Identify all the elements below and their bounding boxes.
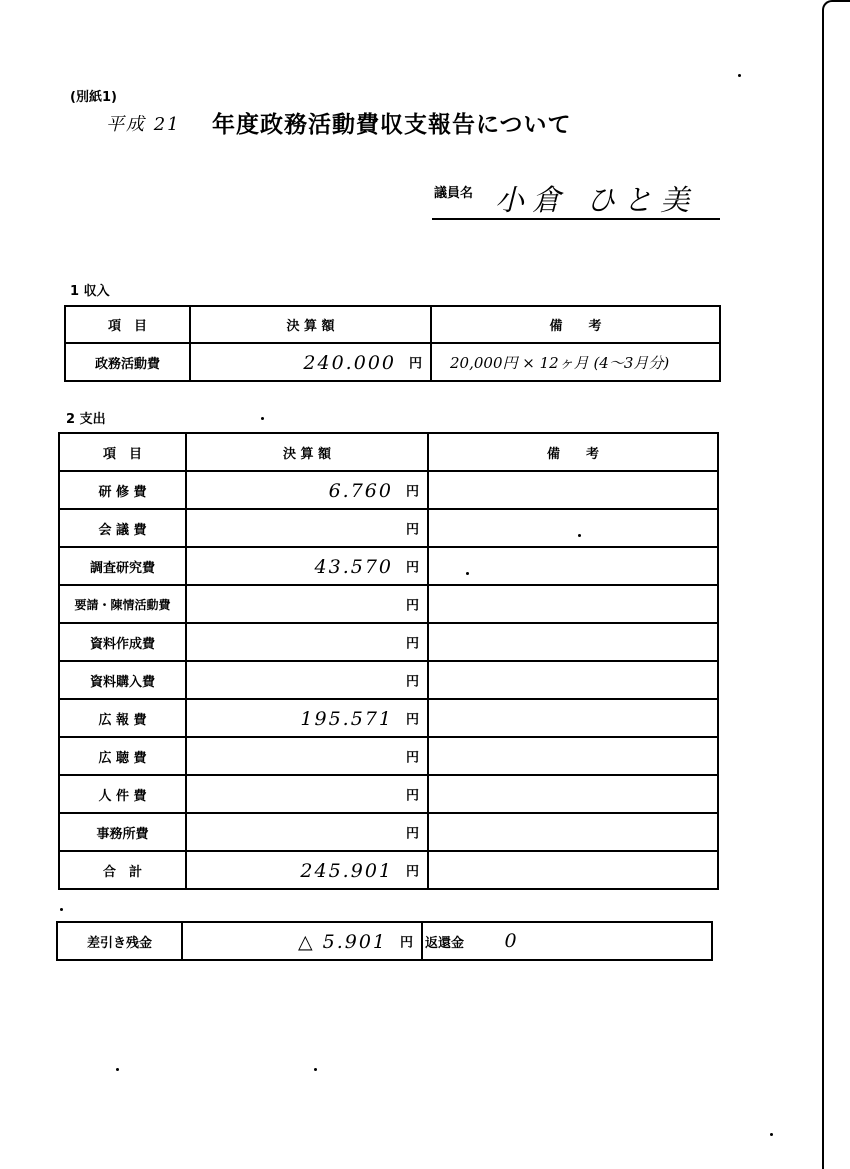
row-item: 広 報 費 (59, 699, 186, 737)
row-note (428, 699, 718, 737)
row-amount-cell (186, 813, 428, 851)
scan-speck (770, 1133, 773, 1136)
row-amount: 43.570 (314, 556, 393, 579)
yen-unit: 円 (399, 935, 413, 951)
header-amount: 決 算 額 (190, 306, 431, 343)
scan-speck (578, 534, 581, 537)
table-row (59, 775, 718, 813)
row-note (428, 737, 718, 775)
header-item: 項 目 (65, 306, 190, 343)
era-year-handwritten: 平成 21 (106, 114, 181, 135)
table-row (59, 509, 718, 547)
income-table (64, 305, 721, 382)
row-amount-cell (186, 661, 428, 699)
expense-table (58, 432, 719, 890)
row-item: 人 件 費 (59, 775, 186, 813)
header-note: 備 考 (431, 306, 720, 343)
row-note (428, 471, 718, 509)
yen-unit: 円 (405, 750, 419, 766)
yen-unit: 円 (405, 674, 419, 690)
row-amount-cell (186, 585, 428, 623)
member-label: 議員名 (434, 186, 474, 201)
scan-speck (314, 1068, 317, 1071)
return-cell (422, 922, 712, 960)
row-amount-cell (186, 737, 428, 775)
row-amount-cell (186, 775, 428, 813)
total-row (59, 851, 718, 889)
yen-unit: 円 (408, 356, 422, 372)
yen-unit: 円 (405, 636, 419, 652)
yen-unit: 円 (405, 712, 419, 728)
scan-speck (116, 1068, 119, 1071)
row-note (428, 661, 718, 699)
row-item: 会 議 費 (59, 509, 186, 547)
header-item: 項 目 (59, 433, 186, 471)
row-item: 資料購入費 (59, 661, 186, 699)
balance-row (57, 922, 712, 960)
yen-unit: 円 (405, 598, 419, 614)
attachment-label: (別紙1) (70, 90, 117, 105)
member-underline (432, 218, 720, 220)
header-note: 備 考 (428, 433, 718, 471)
row-item: 事務所費 (59, 813, 186, 851)
row-item: 資料作成費 (59, 623, 186, 661)
scan-speck (466, 572, 469, 575)
balance-amount-cell (182, 922, 422, 960)
yen-unit: 円 (405, 484, 419, 500)
balance-table (56, 921, 713, 961)
row-note (428, 851, 718, 889)
scan-speck (738, 74, 741, 77)
row-note (428, 623, 718, 661)
return-label: 返還金 (425, 936, 465, 951)
yen-unit: 円 (405, 788, 419, 804)
row-note (428, 813, 718, 851)
row-amount-cell (186, 471, 428, 509)
yen-unit: 円 (405, 560, 419, 576)
header-amount: 決 算 額 (186, 433, 428, 471)
yen-unit: 円 (405, 826, 419, 842)
row-note-cell (431, 343, 720, 381)
table-row (59, 661, 718, 699)
table-row (59, 471, 718, 509)
expense-section-label: 2 支出 (66, 412, 106, 427)
row-amount: 240.000 (303, 352, 396, 375)
table-row (59, 813, 718, 851)
row-amount-cell (186, 623, 428, 661)
table-row (59, 737, 718, 775)
row-note (428, 509, 718, 547)
income-section-label: 1 収入 (70, 284, 110, 299)
row-amount-cell (186, 851, 428, 889)
balance-label: 差引き残金 (57, 922, 182, 960)
page-title: 年度政務活動費収支報告について (212, 112, 572, 138)
row-amount-cell (186, 509, 428, 547)
row-amount-cell (190, 343, 431, 381)
yen-unit: 円 (405, 522, 419, 538)
return-value: 0 (504, 930, 519, 952)
row-amount: 195.571 (300, 708, 393, 731)
table-row (59, 547, 718, 585)
member-name-signature: 小倉 ひと美 (495, 183, 698, 217)
table-row (59, 585, 718, 623)
balance-amount: △ 5.901 (297, 931, 387, 954)
row-item: 政務活動費 (65, 343, 190, 381)
row-amount-cell (186, 699, 428, 737)
income-header-row (65, 306, 720, 343)
table-row (59, 699, 718, 737)
row-item: 合 計 (59, 851, 186, 889)
row-note (428, 585, 718, 623)
row-item: 広 聴 費 (59, 737, 186, 775)
row-item: 要請・陳情活動費 (59, 585, 186, 623)
row-item: 研 修 費 (59, 471, 186, 509)
row-amount: 6.760 (328, 480, 393, 503)
row-amount: 245.901 (300, 860, 393, 883)
table-row (59, 623, 718, 661)
table-row (65, 343, 720, 381)
row-amount-cell (186, 547, 428, 585)
scan-speck (60, 908, 63, 911)
page-edge (822, 0, 850, 1169)
row-item: 調査研究費 (59, 547, 186, 585)
expense-header-row (59, 433, 718, 471)
yen-unit: 円 (405, 864, 419, 880)
row-note: 20,000円 × 12ヶ月 (4～3月分) (450, 353, 670, 372)
scan-speck (261, 417, 264, 420)
row-note (428, 775, 718, 813)
row-note (428, 547, 718, 585)
